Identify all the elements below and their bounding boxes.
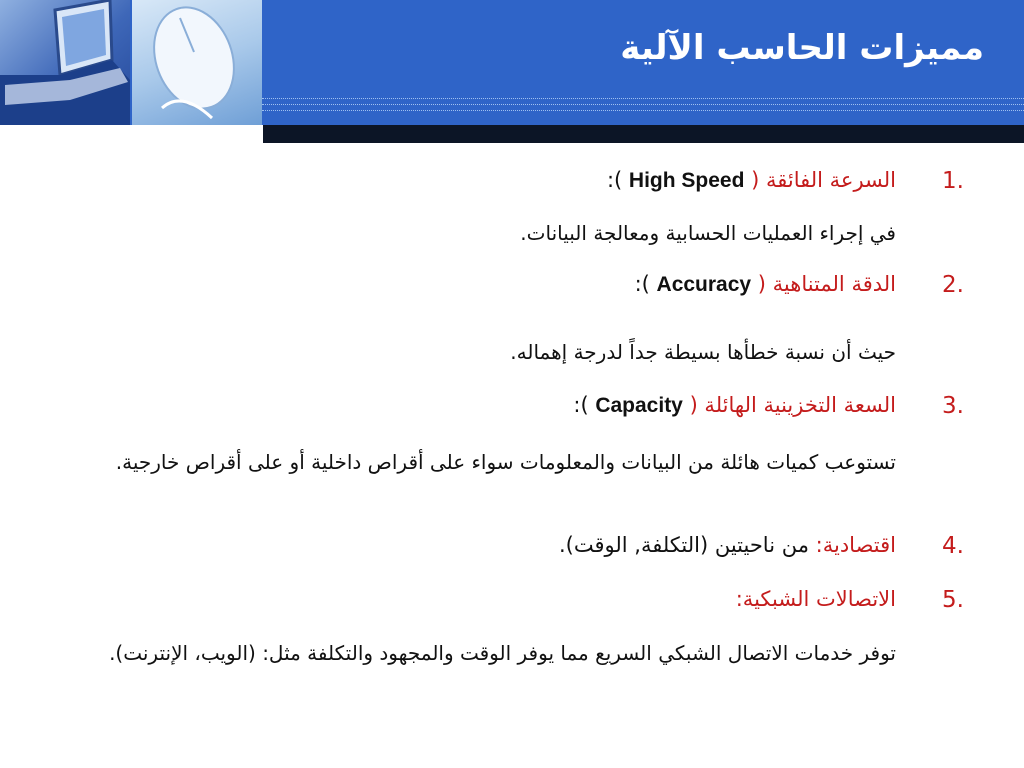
computer-mouse-photo-icon — [132, 0, 262, 125]
item-heading — [736, 587, 896, 611]
item-english-term: High Speed — [628, 169, 745, 192]
item-heading — [573, 393, 896, 418]
header-band — [0, 0, 1024, 125]
item-description: حيث أن نسبة خطأها بسيطة جداً لدرجة إهماله. — [510, 340, 896, 364]
header-divider — [262, 110, 1024, 111]
item-label: السعة التخزينية الهائلة ( — [689, 393, 896, 417]
item-heading — [607, 168, 896, 193]
item-suffix: ): — [573, 393, 596, 417]
item-label: السرعة الفائقة ( — [751, 168, 896, 192]
item-suffix: ): — [606, 168, 629, 192]
item-suffix: ): — [634, 272, 657, 296]
item-number: 5. — [942, 587, 964, 613]
item-english-term: Capacity — [595, 394, 683, 417]
item-number: 4. — [942, 533, 964, 559]
laptop-photo-icon — [0, 0, 130, 125]
item-heading — [559, 533, 896, 557]
header-bar — [263, 125, 1024, 143]
item-label: الدقة المتناهية ( — [757, 272, 896, 296]
item-inline-text: من ناحيتين (التكلفة, الوقت). — [559, 533, 816, 557]
item-english-term: Accuracy — [656, 273, 752, 296]
item-label: اقتصادية: — [815, 533, 896, 557]
header-divider — [262, 104, 1024, 105]
item-description: توفر خدمات الاتصال الشبكي السريع مما يوفر الوقت والمجهود والتكلفة مثل: (الويب، الإنترنت). — [109, 641, 896, 665]
slide-title: مميزات الحاسب الآلية — [620, 28, 984, 68]
item-number: 3. — [942, 393, 964, 419]
item-number: 2. — [942, 272, 964, 298]
item-description: في إجراء العمليات الحسابية ومعالجة البيانات. — [520, 221, 896, 245]
item-description: تستوعب كميات هائلة من البيانات والمعلومات سواء على أقراص داخلية أو على أقراص خارجية. — [115, 450, 896, 474]
item-label: الاتصالات الشبكية: — [735, 587, 896, 611]
header-divider — [262, 98, 1024, 99]
item-heading — [635, 272, 896, 297]
item-number: 1. — [942, 168, 964, 194]
